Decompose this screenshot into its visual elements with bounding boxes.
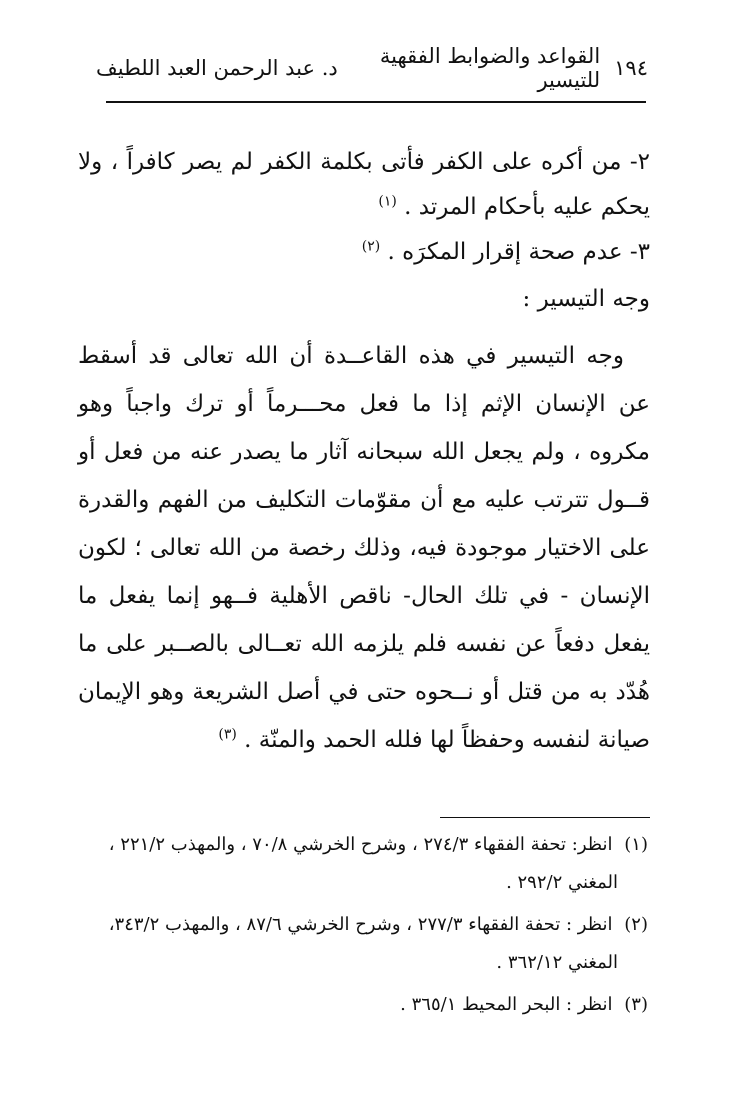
page-number: ١٩٤ (614, 56, 648, 80)
footnote-text-cont: المغني ٣٦٢/١٢ . (496, 952, 618, 973)
footnote-text: انظر : تحفة الفقهاء ٢٧٧/٣ ، وشرح الخرشي ٨٧/٦ ، والمهذب ٣٤٣/٢، (108, 914, 613, 935)
footnote-3 (82, 986, 648, 1024)
item-3-text: ٣- عدم صحة إقرار المكرَه . (387, 239, 650, 265)
book-title: القواعد والضوابط الفقهية للتيسير (379, 44, 601, 92)
main-text (78, 140, 650, 764)
footnote-text-cont: المغني ٢٩٢/٢ . (506, 872, 618, 893)
list-item-2 (78, 140, 650, 230)
footnotes (82, 826, 648, 1028)
body-paragraph (78, 332, 650, 764)
item-2-text: ٢- من أكره على الكفر فأتى بكلمة الكفر لم يصر كافراً ، ولا يحكم عليه بأحكام المرتد . (78, 149, 650, 220)
footnote-number: (٣) (624, 994, 648, 1015)
footnote-ref-1[interactable]: (١) (378, 193, 397, 210)
footnote-rule (440, 817, 650, 818)
footnote-text: انظر: تحفة الفقهاء ٢٧٤/٣ ، وشرح الخرشي ٧٠/٨ ، والمهذب ٢٢١/٢ ، (108, 834, 613, 855)
footnote-2 (82, 906, 648, 982)
footnote-1 (82, 826, 648, 902)
list-item-3 (78, 230, 650, 275)
author-name: د. عبد الرحمن العبد اللطيف (96, 56, 338, 80)
footnote-ref-3[interactable]: (٣) (218, 726, 237, 743)
paragraph-text: وجه التيسير في هذه القاعــدة أن الله تعالى قد أسقط عن الإنسان الإثم إذا ما فعل محـــرماً أو ترك واجباً وهو مكروه ، ولم يجعل الله سبحانه آثار ما يصدر عنه من فعل أو قــول تترتب عليه مع أن مقوّمات التكليف من الفهم والقدرة على الاختيار موجودة فيه، وذلك رخصة من الله تعالى ؛ لكون الإنسان - في تلك الحال- ناقص الأهلية فــهو إنما يفعل ما يفعل دفعاً عن نفسه فلم يلزمه الله تعــالى بالصــبر على ما هُدّد به من قتل أو نــحوه حتى في أصل الشريعة وهو الإيمان صيانة لنفسه وحفظاً لها فلله الحمد والمنّة . (78, 343, 650, 753)
running-header (96, 44, 648, 92)
header-rule (106, 101, 646, 103)
footnote-number: (٢) (624, 914, 648, 935)
footnote-ref-2[interactable]: (٢) (361, 238, 381, 255)
section-heading: وجه التيسير : (522, 286, 650, 312)
footnote-number: (١) (624, 834, 648, 855)
footnote-text: انظر : البحر المحيط ٣٦٥/١ . (400, 994, 613, 1015)
